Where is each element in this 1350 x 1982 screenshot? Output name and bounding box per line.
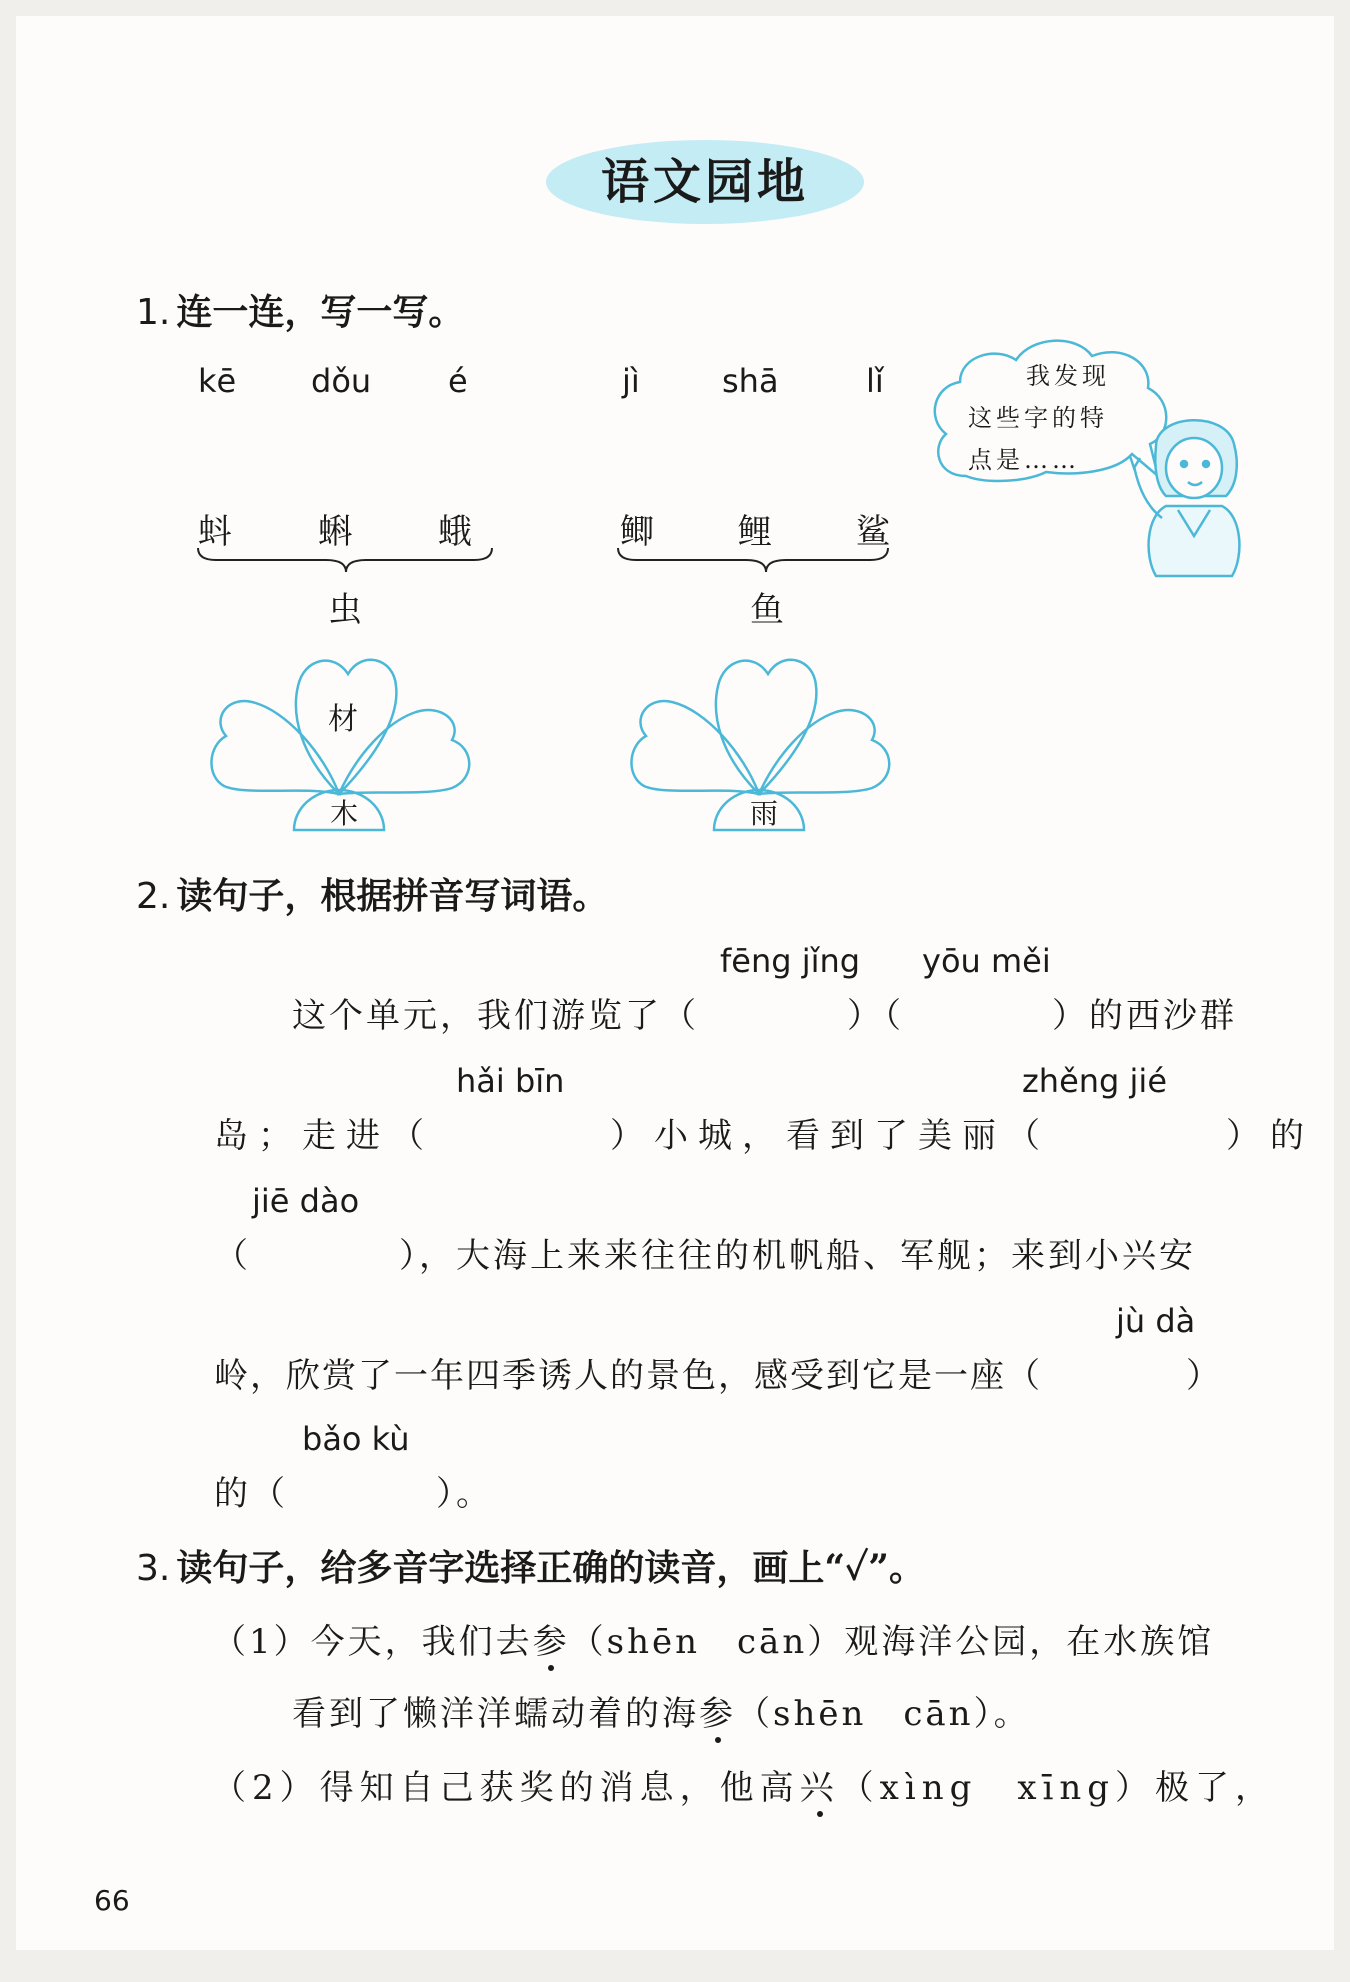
q1-pinyin-li: lǐ xyxy=(866,362,884,400)
q2-pinyin-youmei: yōu měi xyxy=(922,942,1051,980)
q2-heading xyxy=(136,868,608,919)
q3-s2-pre: （2）得知自己获奖的消息，他高 xyxy=(212,1768,800,1808)
bubble-line-1: 我发现 xyxy=(1026,362,1110,390)
girl-illustration-icon xyxy=(1116,406,1256,586)
q1-pinyin-sha: shā xyxy=(722,362,779,400)
q2-pinyin-fengjing: fēng jǐng xyxy=(720,942,861,980)
q1-radical-chong: 虫 xyxy=(328,590,362,630)
q3-sentence-2 xyxy=(212,1760,1275,1809)
q3-heading-text: 读句子，给多音字选择正确的读音，画上“✓”。 xyxy=(176,1547,925,1589)
q1-char-li: 鲤 xyxy=(738,512,772,552)
q3-s1b-post: （shēn cān）。 xyxy=(736,1694,1031,1734)
q2-line-2: 岛；走进（ ）小城，看到了美丽（ ）的 xyxy=(214,1116,1314,1156)
q2-line-5: 的（ ）。 xyxy=(214,1474,493,1514)
q1-char-ji: 鲫 xyxy=(620,512,654,552)
flower-right-base-char: 雨 xyxy=(750,797,779,830)
q3-s1-post: （shēn cān）观海洋公园，在水族馆 xyxy=(569,1622,1215,1662)
flower-left-base-char: 木 xyxy=(330,797,359,830)
page-title: 语文园地 xyxy=(600,154,809,210)
q1-pinyin-ke: kē xyxy=(198,362,237,400)
bubble-line-3: 点是…… xyxy=(968,446,1080,474)
right-brace-icon xyxy=(616,546,916,576)
q2-pinyin-zhengjie: zhěng jié xyxy=(1022,1062,1167,1100)
flower-left-petal-char: 材 xyxy=(328,702,358,737)
q2-pinyin-baoku: bǎo kù xyxy=(302,1420,410,1458)
q3-heading xyxy=(136,1540,925,1591)
q2-number: 2. xyxy=(136,876,171,917)
q1-pinyin-ji: jì xyxy=(622,362,640,400)
q2-pinyin-juda: jù dà xyxy=(1116,1302,1196,1340)
page-number: 66 xyxy=(94,1884,130,1917)
q2-pinyin-haibin: hǎi bīn xyxy=(456,1062,565,1100)
q1-radical-yu: 鱼 xyxy=(750,590,784,630)
q1-heading xyxy=(136,284,464,335)
left-brace-icon xyxy=(196,546,496,576)
q3-s1b-polyphone: 参 xyxy=(699,1686,736,1735)
q2-line-4: 岭，欣赏了一年四季诱人的景色，感受到它是一座（ ） xyxy=(214,1356,1222,1396)
q1-char-dou: 蚪 xyxy=(198,512,232,552)
q2-heading-text: 读句子，根据拼音写词语。 xyxy=(176,875,609,917)
q2-pinyin-jiedao: jiē dào xyxy=(252,1182,360,1220)
q3-s1-pre: （1）今天，我们去 xyxy=(212,1622,533,1662)
q1-char-e: 蛾 xyxy=(438,512,472,552)
q3-s1-polyphone: 参 xyxy=(533,1614,570,1663)
q1-char-sha: 鲨 xyxy=(856,512,890,552)
q1-number: 1. xyxy=(136,292,171,333)
q3-number: 3. xyxy=(136,1548,171,1589)
bubble-line-2: 这些字的特 xyxy=(968,404,1108,432)
q3-s1b-pre: 看到了懒洋洋蠕动着的海 xyxy=(292,1694,699,1734)
q3-sentence-1 xyxy=(212,1614,1214,1663)
q1-pinyin-e: é xyxy=(448,362,468,400)
q1-pinyin-dou: dǒu xyxy=(311,362,372,400)
q3-s2-post: （xìng xīng）极了， xyxy=(839,1768,1276,1808)
q1-heading-text: 连一连，写一写。 xyxy=(176,291,465,333)
q2-line-1: 这个单元，我们游览了（ ）（ ）的西沙群 xyxy=(292,996,1237,1036)
q1-char-ke: 蝌 xyxy=(318,512,352,552)
q2-line-3: （ ），大海上来来往往的机帆船、军舰；来到小兴安 xyxy=(214,1236,1196,1276)
q3-sentence-1b xyxy=(292,1686,1031,1735)
q3-s2-polyphone: 兴 xyxy=(800,1760,840,1809)
textbook-page xyxy=(16,16,1334,1950)
